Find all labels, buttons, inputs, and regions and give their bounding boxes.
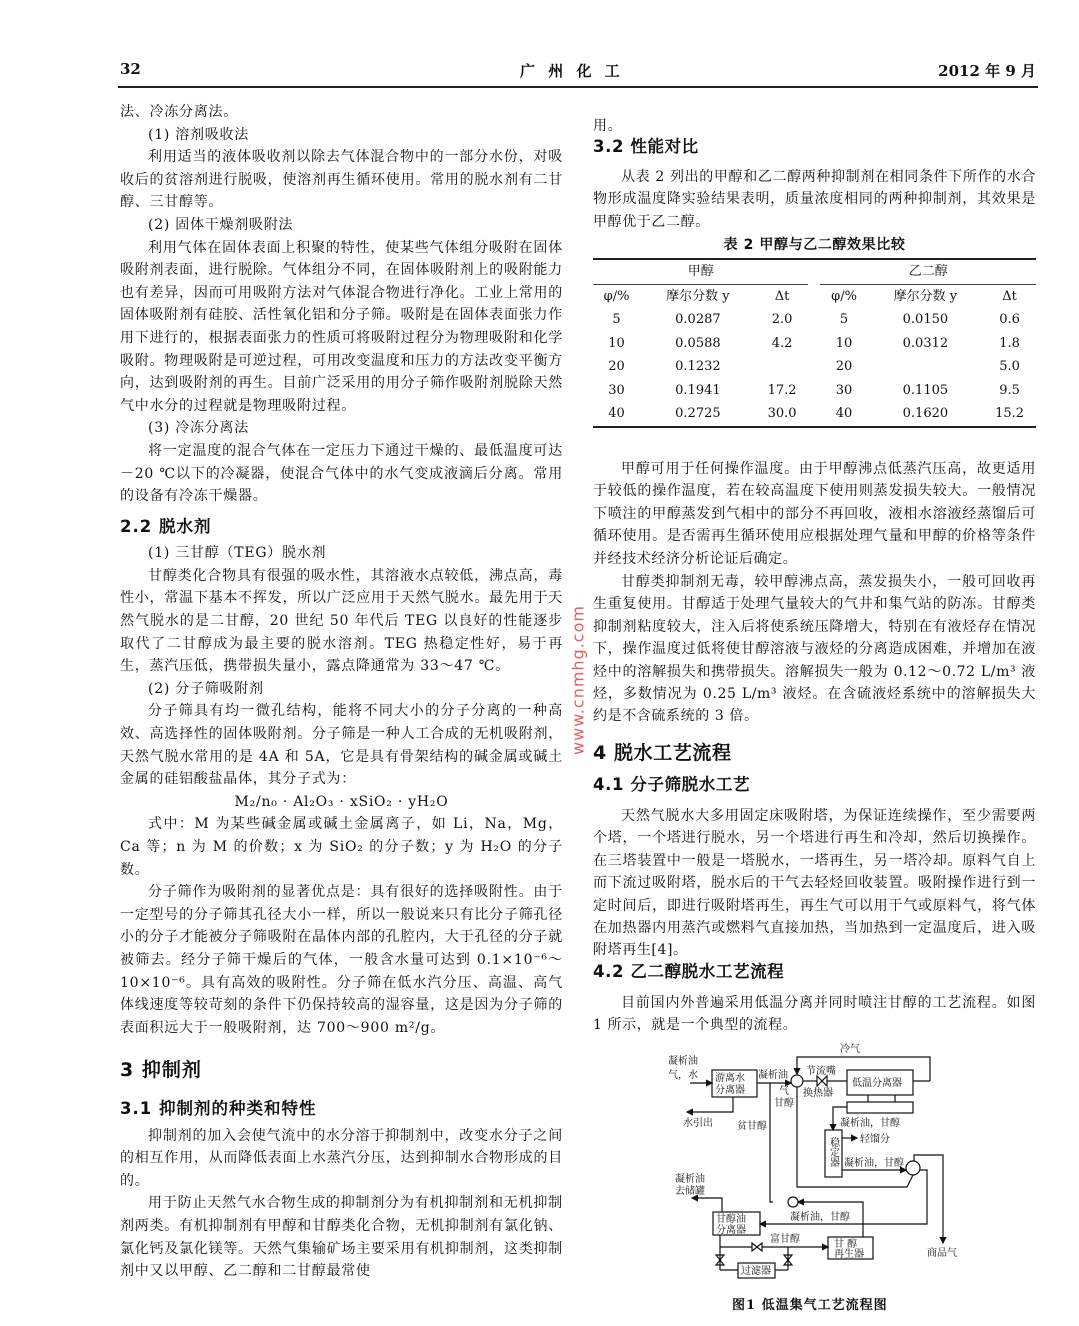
- table-cell: 0.2725: [675, 406, 721, 421]
- table-cell: 0.1620: [902, 406, 949, 421]
- diagram-label: 凝析油，甘醇: [790, 1212, 850, 1223]
- group-header-methanol: 甲醇: [593, 259, 808, 284]
- chapter-heading: 3 抑制剂: [120, 1059, 202, 1082]
- section-heading: 4.2 乙二醇脱水工艺流程: [593, 962, 785, 981]
- diagram-label: 换热器: [803, 1088, 833, 1099]
- table-cell: 10: [835, 335, 853, 351]
- choke-valve-icon: [817, 1076, 827, 1086]
- diagram-label: 再生器: [834, 1249, 864, 1260]
- paragraph: 式中：M 为某些碱金属或碱土金属离子，如 Li，Na，Mg，Ca 等；n 为 M 的价数；x 为 SiO₂ 的分子数；y 为 H₂O 的分子数。: [120, 816, 563, 878]
- table-cell: 4.2: [771, 335, 793, 351]
- table-cell: 30: [835, 382, 853, 398]
- table-cell: 0.1941: [675, 382, 721, 398]
- table-cell: 5.0: [999, 359, 1020, 374]
- table-cell: 10: [608, 335, 625, 351]
- paragraph: 将一定温度的混合气体在一定压力下通过干燥的、最低温度可达－20 ℃以下的冷凝器，使混合气体中的水气变成液滴后分离。常用的设备有冷冻干燥器。: [120, 442, 563, 505]
- table-cell: 0.0287: [675, 312, 721, 327]
- table-cell: 1.8: [999, 335, 1020, 351]
- formula: M₂/n₀ · Al₂O₃ · xSiO₂ · yH₂O: [234, 793, 449, 810]
- column-header: φ/%: [831, 288, 857, 304]
- table-cell: 0.0150: [902, 312, 949, 327]
- paragraph: 天然气脱水大多用固定床吸附塔，为保证连续操作，至少需要两个塔，一个塔进行脱水，另一个塔进行再生和冷却，然后切换操作。在三塔装置中一般是一塔脱水，一塔再生，另一塔冷却。原料气自上而下流过吸附塔，脱水后的干气去轻烃回收装置。吸附操作进行到一定时间后，即进行吸附塔再生，再生气可以用干气或原料气，将气体在加热器内用蒸汽或燃料气直接加热，当加热到一定温度后，进入吸附塔再生[4]。: [593, 808, 1036, 959]
- diagram-label: 凝析油: [758, 1070, 788, 1081]
- heat-exchanger-icon: [791, 1075, 803, 1087]
- column-header: Δt: [774, 288, 790, 304]
- table-cell: 30: [608, 382, 625, 398]
- column-header: Δt: [1002, 288, 1017, 304]
- paragraph: 抑制剂的加入会使气流中的水分溶于抑制剂中，改变水分子之间的相互作用，从而降低表面上水蒸汽分压，达到抑制水合物形成的目的。: [120, 1127, 563, 1189]
- table-cell: 17.2: [767, 382, 797, 398]
- paragraph: 用于防止天然气水合物生成的抑制剂分为有机抑制剂和无机抑制剂两类。有机抑制剂有甲醇和甘醇类化合物，无机抑制剂有氯化钠、氯化钙及氯化镁等。天然气集输矿场主要采用有机抑制剂，这类抑制剂中又以甲醇、乙二醇和二甘醇最常使: [120, 1195, 563, 1280]
- diagram-label: 节流嘴: [806, 1066, 836, 1077]
- diagram-label: 凝析油: [668, 1056, 698, 1067]
- column-header: 摩尔分数 y: [666, 288, 730, 304]
- table-cell: 0.0312: [902, 335, 949, 351]
- paragraph: 利用适当的液体吸收剂以除去气体混合物中的一部分水份，对吸收后的贫溶剂进行脱吸，使溶剂再生循环使用。常用的脱水剂有二甘醇、三甘醇等。: [120, 149, 563, 211]
- group-header-ethylene-glycol: 乙二醇: [820, 259, 1036, 284]
- subheading: (3) 冷冻分离法: [148, 420, 250, 437]
- paragraph: 分子筛具有均一微孔结构，能将不同大小的分子分离的一种高效、高选择性的固体吸附剂。分子筛是一种人工合成的无机吸附剂，天然气脱水常用的是 4A 和 5A，它是具有骨架结构的碱金属或碱土金属的硅铝酸盐晶体，其分子式为：: [120, 703, 563, 788]
- table-cell: 20: [835, 359, 853, 374]
- table-cell: 30.0: [767, 406, 797, 421]
- section-heading: 3.1 抑制剂的种类和特性: [120, 1098, 317, 1118]
- issue-date: 2012 年 9 月: [938, 62, 1036, 80]
- page-number: 32: [120, 60, 141, 78]
- diagram-label: 去储罐: [675, 1186, 705, 1197]
- table-caption: 表 2 甲醇与乙二醇效果比较: [723, 237, 906, 253]
- table-cell: 15.2: [995, 406, 1025, 421]
- section-heading: 2.2 脱水剂: [120, 516, 212, 536]
- table-cell: 5: [839, 312, 849, 327]
- paragraph: 从表 2 列出的甲醇和乙二醇两种抑制剂在相同条件下所作的水合物形成温度降实验结果表明，质量浓度相同的两种抑制剂，其效果是甲醇优于乙二醇。: [593, 169, 1036, 230]
- figure-caption: 图1 低温集气工艺流程图: [732, 1298, 888, 1313]
- diagram-label: 冷气: [840, 1044, 860, 1055]
- paragraph: 法、冷冻分离法。: [120, 104, 238, 120]
- subheading: (1) 三甘醇（TEG）脱水剂: [148, 545, 327, 562]
- paragraph: 目前国内外普遍采用低温分离并同时喷注甘醇的工艺流程。如图 1 所示，就是一个典型的流程。: [593, 995, 1036, 1034]
- table-cell: 0.6: [999, 312, 1020, 327]
- subheading: (2) 固体干燥剂吸附法: [148, 216, 294, 233]
- diagram-label: 凝析油: [675, 1174, 705, 1185]
- diagram-label: 过滤器: [741, 1266, 771, 1277]
- diagram-label: 气，水: [668, 1070, 698, 1081]
- diagram-label: 甘醇油: [716, 1214, 746, 1225]
- diagram-label: 贫甘醇: [737, 1121, 767, 1132]
- diagram-label: 富甘醇: [770, 1234, 800, 1245]
- table-cell: 5: [612, 312, 621, 327]
- diagram-label: 低温分离器: [852, 1078, 902, 1089]
- watermark: www.cnmhg.com: [568, 605, 588, 755]
- chapter-heading: 4 脱水工艺流程: [593, 742, 732, 764]
- diagram-label: 气: [779, 1086, 789, 1097]
- pump-icon: [788, 1197, 798, 1207]
- diagram-label: 甘 醇: [834, 1239, 858, 1250]
- table-cell: 0.1232: [675, 359, 721, 374]
- paragraph: 用。: [593, 118, 623, 134]
- paragraph: 分子筛作为吸附剂的显著优点是：具有很好的选择吸附性。由于一定型号的分子筛其孔径大小一样，所以一般说来只有比分子筛孔径小的分子才能被分子筛吸附在晶体内部的孔腔内，大于孔径的分子就被筛去。经分子筛干燥后的气体，一般含水量可达到 0.1×10⁻⁶～10×10⁻⁶。具有高效的吸附性。分子筛在低水汽分压、高温、高气体线速度等较苛刻的条件下仍保持较高的湿容量，这是因为分子筛的表面积远大于一般吸附剂，达 700～900 m²/g。: [120, 884, 563, 1036]
- paragraph: 甘醇类抑制剂无毒，较甲醇沸点高，蒸发损失小，一般可回收再生重复使用。甘醇适于处理气量较大的气井和集气站的防冻。甘醇类抑制剂粘度较大，注入后将使系统压降增大，特别在有液烃存在情况下，操作温度过低将使甘醇溶液与液烃的分离造成困难，并增加在液烃中的溶解损失和携带损失。溶解损失一般为 0.12～0.72 L/m³ 液烃，多数情况为 0.25 L/m³ 液烃。在含硫液烃系统中的溶解损失大约是不含硫系统的 3 倍。: [593, 574, 1036, 725]
- table-cell: 9.5: [999, 382, 1020, 398]
- paragraph: 利用气体在固体表面上积聚的特性，使某些气体组分吸附在固体吸附剂表面，进行脱除。气体组分不同，在固体吸附剂上的吸附能力也有差异，因而可用吸附方法对气体混合物进行净化。工业上常用的固体吸附剂有硅胶、活性氧化铝和分子筛。吸附是在固体表面张力作用下进行的，根据表面张力的性质可将吸附过程分为物理吸附和化学吸附。物理吸附是可逆过程，可用改变温度和压力的方法改变平衡方向，达到吸附剂的再生。目前广泛采用的用分子筛作吸附剂脱除天然气中水分的过程就是物理吸附过程。: [120, 239, 563, 414]
- subheading: (2) 分子筛吸附剂: [148, 680, 264, 697]
- diagram-label: 稳定器: [827, 1137, 839, 1167]
- table-cell: 40: [835, 406, 853, 421]
- paragraph: 甘醇类化合物具有很强的吸水性，其溶液水点较低，沸点高，毒性小，常温下基本不挥发，所以广泛应用于天然气脱水。最先用于天然气脱水的是二甘醇，20 世纪 50 年代后 TEG 以良好的性能逐步取代了二甘醇成为最主要的脱水溶剂。TEG 热稳定性好，易于再生，蒸汽压低，携带损失量小，露点降通常为 33～47 ℃。: [120, 567, 563, 675]
- diagram-label: 游离水: [715, 1073, 745, 1084]
- subheading: (1) 溶剂吸收法: [148, 126, 250, 143]
- diagram-label: 轻馏分: [860, 1134, 890, 1145]
- journal-name: 广 州 化 工: [520, 62, 624, 80]
- column-header: 摩尔分数 y: [893, 288, 958, 304]
- section-heading: 3.2 性能对比: [593, 137, 699, 156]
- diagram-label: 凝析油，甘醇: [844, 1158, 904, 1169]
- diagram-label: 水引出: [683, 1118, 713, 1129]
- paragraph: 甲醇可用于任何操作温度。由于甲醇沸点低蒸汽压高，故更适用于较低的操作温度，若在较高温度下使用则蒸发损失较大。一般情况下喷注的甲醇蒸发到气相中的部分不再回收，液相水溶液经蒸馏后可循环使用。是否需再生循环使用应根据处理气量和甲醇的价格等条件并经技术经济分析论证后确定。: [593, 461, 1036, 567]
- table-cell: 0.0588: [675, 335, 721, 351]
- diagram-label: 凝析油，甘醇: [840, 1118, 900, 1129]
- table-cell: 0.1105: [902, 382, 949, 398]
- section-heading: 4.1 分子筛脱水工艺: [593, 775, 751, 794]
- diagram-label: 甘醇: [774, 1098, 794, 1109]
- diagram-label: 分离器: [715, 1085, 745, 1096]
- table-cell: 2.0: [771, 312, 793, 327]
- diagram-label: 商品气: [927, 1248, 957, 1259]
- column-header: φ/%: [603, 288, 630, 304]
- diagram-label: 分离器: [716, 1225, 746, 1236]
- table-cell: 40: [608, 406, 625, 421]
- table-cell: 20: [608, 359, 625, 374]
